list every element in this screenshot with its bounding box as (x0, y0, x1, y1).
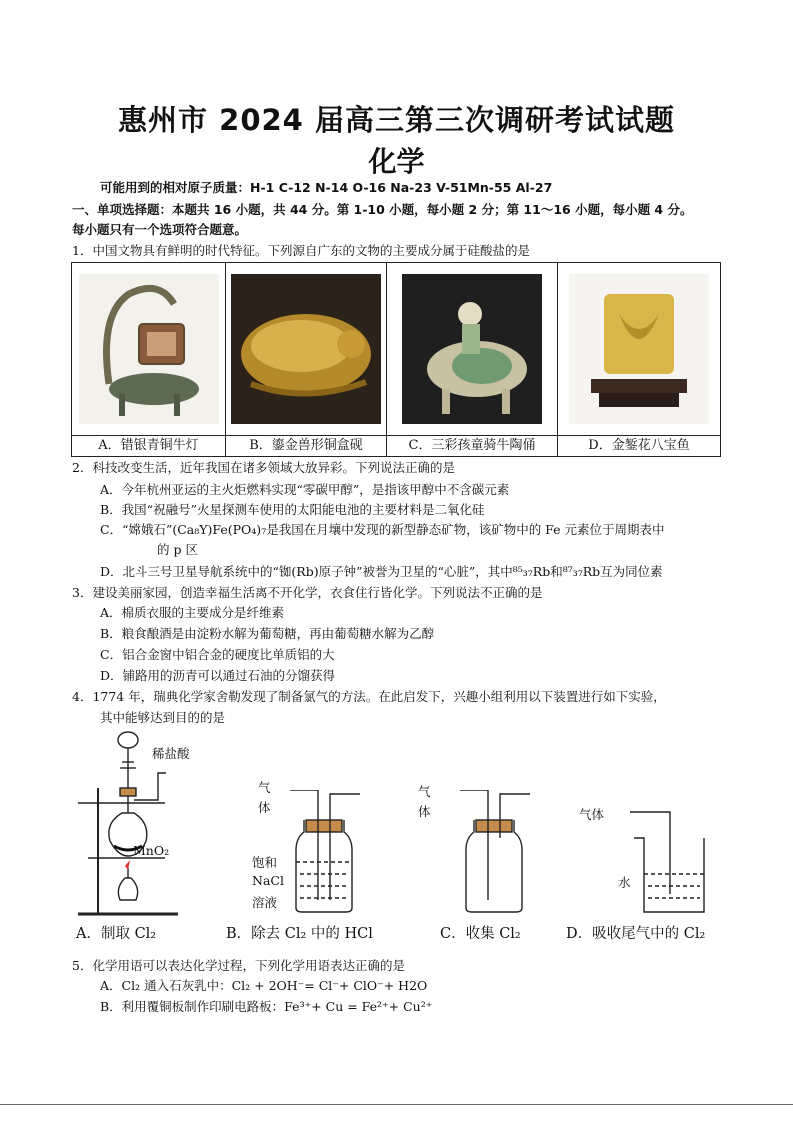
apparatus-d-diagram (630, 808, 720, 916)
label-saturated: 饱和 (252, 855, 278, 870)
page-bottom-rule (0, 1104, 793, 1105)
q3-option-a: A．棉质衣服的主要成分是纤维素 (100, 605, 285, 620)
label-gas-b: 气 (258, 780, 271, 795)
q2-option-c: C．“嫦娥石”(Ca₈Y)Fe(PO₄)₇是我国在月壤中发现的新型静态矿物，该矿物中的 Fe 元素位于周期表中 (100, 522, 665, 537)
bronze-ox-lamp-image (72, 263, 225, 435)
q2-stem: 2．科技改变生活，近年我国在诸多领域大放异彩。下列说法正确的是 (72, 460, 455, 475)
q2-option-d: D．北斗三号卫星导航系统中的“铷(Rb)原子钟”被誉为卫星的“心脏”，其中⁸⁵₃₇Rb和⁸⁷₃₇Rb互为同位素 (100, 564, 663, 579)
label-nacl: NaCl (252, 873, 284, 888)
q2-option-b: B．我国“祝融号”火星探测车使用的太阳能电池的主要材料是二氧化硅 (100, 502, 485, 517)
label-dilute-hcl: 稀盐酸 (152, 746, 190, 761)
section-heading-note: 每小题只有一个选项符合题意。 (72, 222, 248, 237)
label-gas-c2: 体 (418, 804, 431, 819)
sancai-child-ox-image (387, 263, 557, 435)
q1-option-c: C．三彩孩童骑牛陶俑 (387, 435, 557, 456)
q1-image-table (71, 262, 721, 457)
q1-option-a-cell (72, 263, 226, 457)
q5-option-a: A．Cl₂ 通入石灰乳中：Cl₂ + 2OH⁻= Cl⁻+ ClO⁻+ H2O (100, 978, 428, 993)
gilt-beast-inkstone-image (226, 263, 386, 435)
gold-fish-plaque-image (558, 263, 720, 435)
q1-option-c-cell (387, 263, 558, 457)
q3-option-c: C．铝合金窗中铝合金的硬度比单质铝的大 (100, 647, 335, 662)
q1-option-b-cell (226, 263, 387, 457)
apparatus-b-diagram (290, 790, 360, 915)
apparatus-c-diagram (460, 790, 530, 915)
q1-stem: 1．中国文物具有鲜明的时代特征。下列源自广东的文物的主要成分属于硅酸盐的是 (72, 243, 530, 258)
q4-option-c: C．收集 Cl₂ (440, 926, 521, 942)
label-mno2: MnO₂ (133, 843, 170, 858)
section-heading: 一、单项选择题：本题共 16 小题，共 44 分。第 1-10 小题，每小题 2 分；第 11～16 小题，每小题 4 分。 (72, 202, 693, 217)
exam-title: 惠州市 2024 届高三第三次调研考试试题 (118, 103, 675, 137)
q4-option-d: D．吸收尾气中的 Cl₂ (566, 926, 706, 942)
q4-stem-cont: 其中能够达到目的的是 (100, 710, 226, 725)
atomic-masses: 可能用到的相对原子质量：H-1 C-12 N-14 O-16 Na-23 V-51Mn-55 Al-27 (100, 180, 553, 195)
q3-stem: 3．建设美丽家园，创造幸福生活离不开化学，衣食住行皆化学。下列说法不正确的是 (72, 585, 543, 600)
q2-option-c-cont: 的 p 区 (157, 542, 198, 557)
q4-stem: 4．1774 年，瑞典化学家舍勒发现了制备氯气的方法。在此启发下，兴趣小组利用以下装置进行如下实验， (72, 689, 666, 704)
q1-option-b: B．鎏金兽形铜盒砚 (226, 435, 386, 456)
label-gas-b2: 体 (258, 800, 271, 815)
label-solution: 溶液 (252, 895, 278, 910)
label-gas-d: 气体 (579, 807, 605, 822)
q1-option-d: D．金錾花八宝鱼 (558, 435, 720, 456)
q5-stem: 5．化学用语可以表达化学过程，下列化学用语表达正确的是 (72, 958, 405, 973)
q4-option-b: B．除去 Cl₂ 中的 HCl (226, 926, 373, 942)
q3-option-b: B．粮食酿酒是由淀粉水解为葡萄糖，再由葡萄糖水解为乙醇 (100, 626, 435, 641)
subject-title: 化学 (368, 145, 425, 178)
q4-option-a: A．制取 Cl₂ (76, 926, 157, 942)
q2-option-a: A．今年杭州亚运的主火炬燃料实现“零碳甲醇”，是指该甲醇中不含碳元素 (100, 482, 510, 497)
q1-option-a: A．错银青铜牛灯 (72, 435, 225, 456)
label-water: 水 (618, 875, 631, 890)
q1-option-d-cell (558, 263, 721, 457)
label-gas-c: 气 (418, 784, 431, 799)
q3-option-d: D．铺路用的沥青可以通过石油的分馏获得 (100, 668, 336, 683)
q5-option-b: B．利用覆铜板制作印刷电路板：Fe³⁺+ Cu = Fe²⁺+ Cu²⁺ (100, 999, 433, 1014)
